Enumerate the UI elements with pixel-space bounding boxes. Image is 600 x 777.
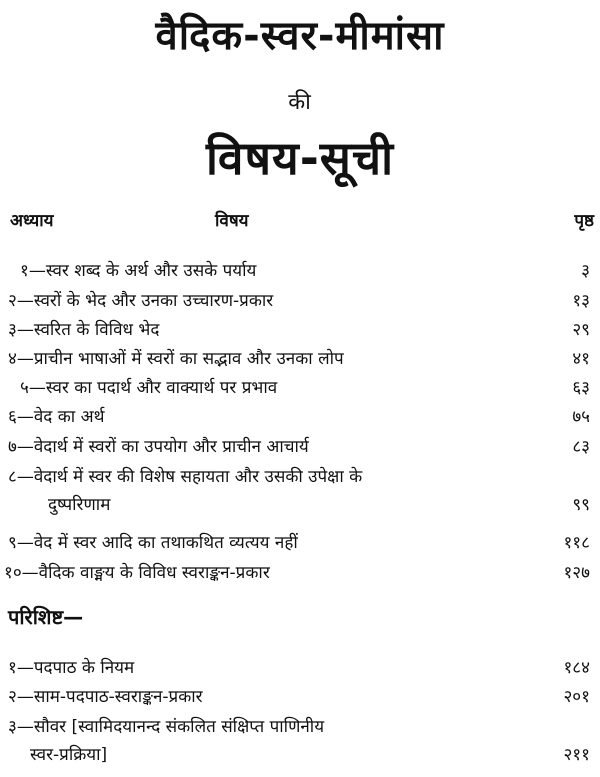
toc-entry bbox=[0, 560, 600, 588]
toc-entry-title: ८—वेदार्थ में स्वर की विशेष सहायता और उसकी उपेक्षा के bbox=[8, 467, 363, 487]
toc-entry-page: ६३ bbox=[572, 378, 590, 398]
toc-entry-page: १२७ bbox=[563, 563, 590, 583]
column-header-subject: विषय bbox=[215, 211, 249, 231]
column-header-page: पृष्ठ bbox=[574, 211, 594, 231]
appendix-entry-page: २११ bbox=[563, 745, 590, 765]
toc-entry-title: १—स्वर शब्द के अर्थ और उसके पर्याय bbox=[20, 261, 257, 281]
toc-entry-title: ९—वेद में स्वर आदि का तथाकथित व्यत्यय नहीं bbox=[8, 533, 298, 553]
appendix-entry-title: ३—सौवर [स्वामिदयानन्द संकलित संक्षिप्त पाणिनीय bbox=[8, 717, 325, 737]
toc-entry bbox=[0, 434, 600, 462]
appendix-entry-title-continued: स्वर-प्रक्रिया] bbox=[30, 745, 108, 765]
toc-entry bbox=[0, 258, 600, 286]
toc-entry bbox=[0, 530, 600, 558]
toc-entry-page: ४१ bbox=[572, 349, 590, 369]
toc-entry bbox=[0, 346, 600, 374]
toc-entry-title: ४—प्राचीन भाषाओं में स्वरों का सद्भाव और उनका लोप bbox=[8, 349, 344, 369]
appendix-heading: परिशिष्ट— bbox=[8, 605, 84, 629]
appendix-entry-page: २०१ bbox=[563, 687, 590, 707]
contents-title: विषय-सूची bbox=[205, 131, 395, 185]
toc-entry-title: ६—वेद का अर्थ bbox=[8, 407, 105, 427]
toc-entry-title: ३—स्वरित के विविध भेद bbox=[8, 320, 160, 340]
toc-entry-title-continued: दुष्परिणाम bbox=[48, 495, 111, 515]
toc-entry-page: ३ bbox=[581, 261, 590, 281]
appendix-entry-title: २—साम-पदपाठ-स्वराङ्कन-प्रकार bbox=[8, 687, 203, 707]
toc-entry-title: १०—वैदिक वाङ्मय के विविध स्वराङ्कन-प्रकार bbox=[4, 563, 270, 583]
toc-entry bbox=[0, 375, 600, 403]
toc-entry-page: ११८ bbox=[563, 533, 590, 553]
toc-entry-page: ८३ bbox=[572, 437, 590, 457]
title-connector: की bbox=[288, 90, 312, 115]
toc-entry-page: २९ bbox=[572, 320, 590, 340]
toc-entry bbox=[0, 317, 600, 345]
appendix-entry-page: १८४ bbox=[563, 658, 590, 678]
toc-entry-page: १३ bbox=[572, 291, 590, 311]
toc-entry-title: ७—वेदार्थ में स्वरों का उपयोग और प्राचीन आचार्य bbox=[8, 437, 309, 457]
appendix-entry bbox=[0, 655, 600, 683]
toc-entry-page: ७५ bbox=[572, 407, 590, 427]
book-title: वैदिक-स्वर-मीमांसा bbox=[155, 13, 445, 59]
toc-entry-title: २—स्वरों के भेद और उनका उच्चारण-प्रकार bbox=[8, 291, 274, 311]
toc-entry-title: ५—स्वर का पदार्थ और वाक्यार्थ पर प्रभाव bbox=[20, 378, 278, 398]
toc-entry bbox=[0, 288, 600, 316]
appendix-entry bbox=[0, 684, 600, 712]
toc-entry-page: ९९ bbox=[572, 495, 590, 515]
appendix-entry-title: १—पदपाठ के नियम bbox=[8, 658, 135, 678]
toc-entry bbox=[0, 404, 600, 432]
column-header-chapter: अध्याय bbox=[10, 211, 54, 231]
appendix-entry bbox=[0, 714, 600, 765]
toc-entry bbox=[0, 464, 600, 515]
